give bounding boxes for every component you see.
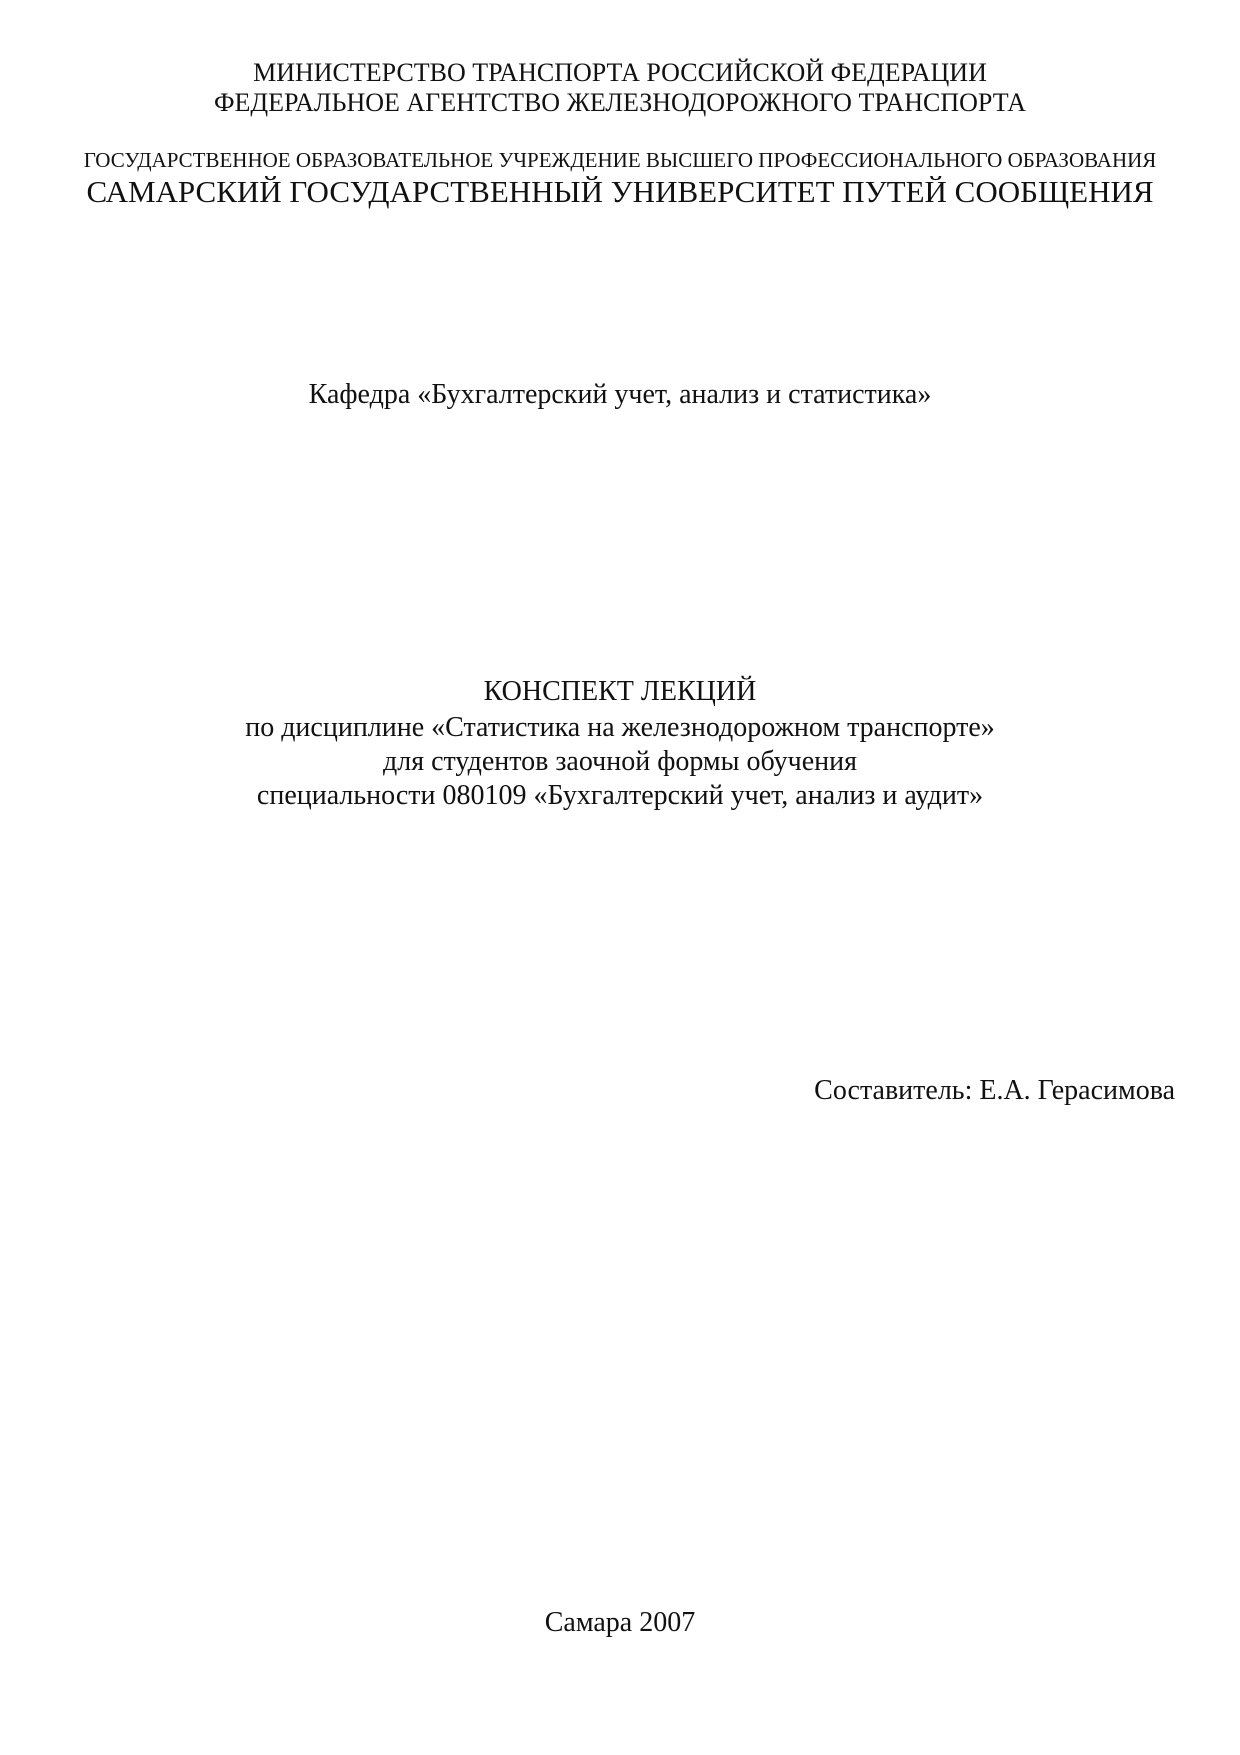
- city-year: Самара 2007: [544, 1607, 696, 1638]
- discipline-line: по дисциплине «Статистика на железнодорожном транспорте»: [245, 712, 995, 743]
- document-title: КОНСПЕКТ ЛЕКЦИЙ: [483, 676, 757, 707]
- ministry-name: МИНИСТЕРСТВО ТРАНСПОРТА РОССИЙСКОЙ ФЕДЕРАЦИИ: [253, 58, 987, 87]
- university-name: САМАРСКИЙ ГОСУДАРСТВЕННЫЙ УНИВЕРСИТЕТ ПУТЕЙ СООБЩЕНИЯ: [86, 174, 1154, 209]
- institution-type: ГОСУДАРСТВЕННОЕ ОБРАЗОВАТЕЛЬНОЕ УЧРЕЖДЕНИЕ ВЫСШЕГО ПРОФЕССИОНАЛЬНОГО ОБРАЗОВАНИЯ: [83, 148, 1157, 172]
- department-name: Кафедра «Бухгалтерский учет, анализ и статистика»: [308, 379, 932, 410]
- audience-line: для студентов заочной формы обучения: [383, 746, 857, 777]
- specialty-line: специальности 080109 «Бухгалтерский учет, анализ и аудит»: [256, 780, 984, 811]
- agency-name: ФЕДЕРАЛЬНОЕ АГЕНТСТВО ЖЕЛЕЗНОДОРОЖНОГО ТРАНСПОРТА: [213, 88, 1027, 117]
- compiler-line: Составитель: Е.А. Герасимова: [814, 1075, 1175, 1106]
